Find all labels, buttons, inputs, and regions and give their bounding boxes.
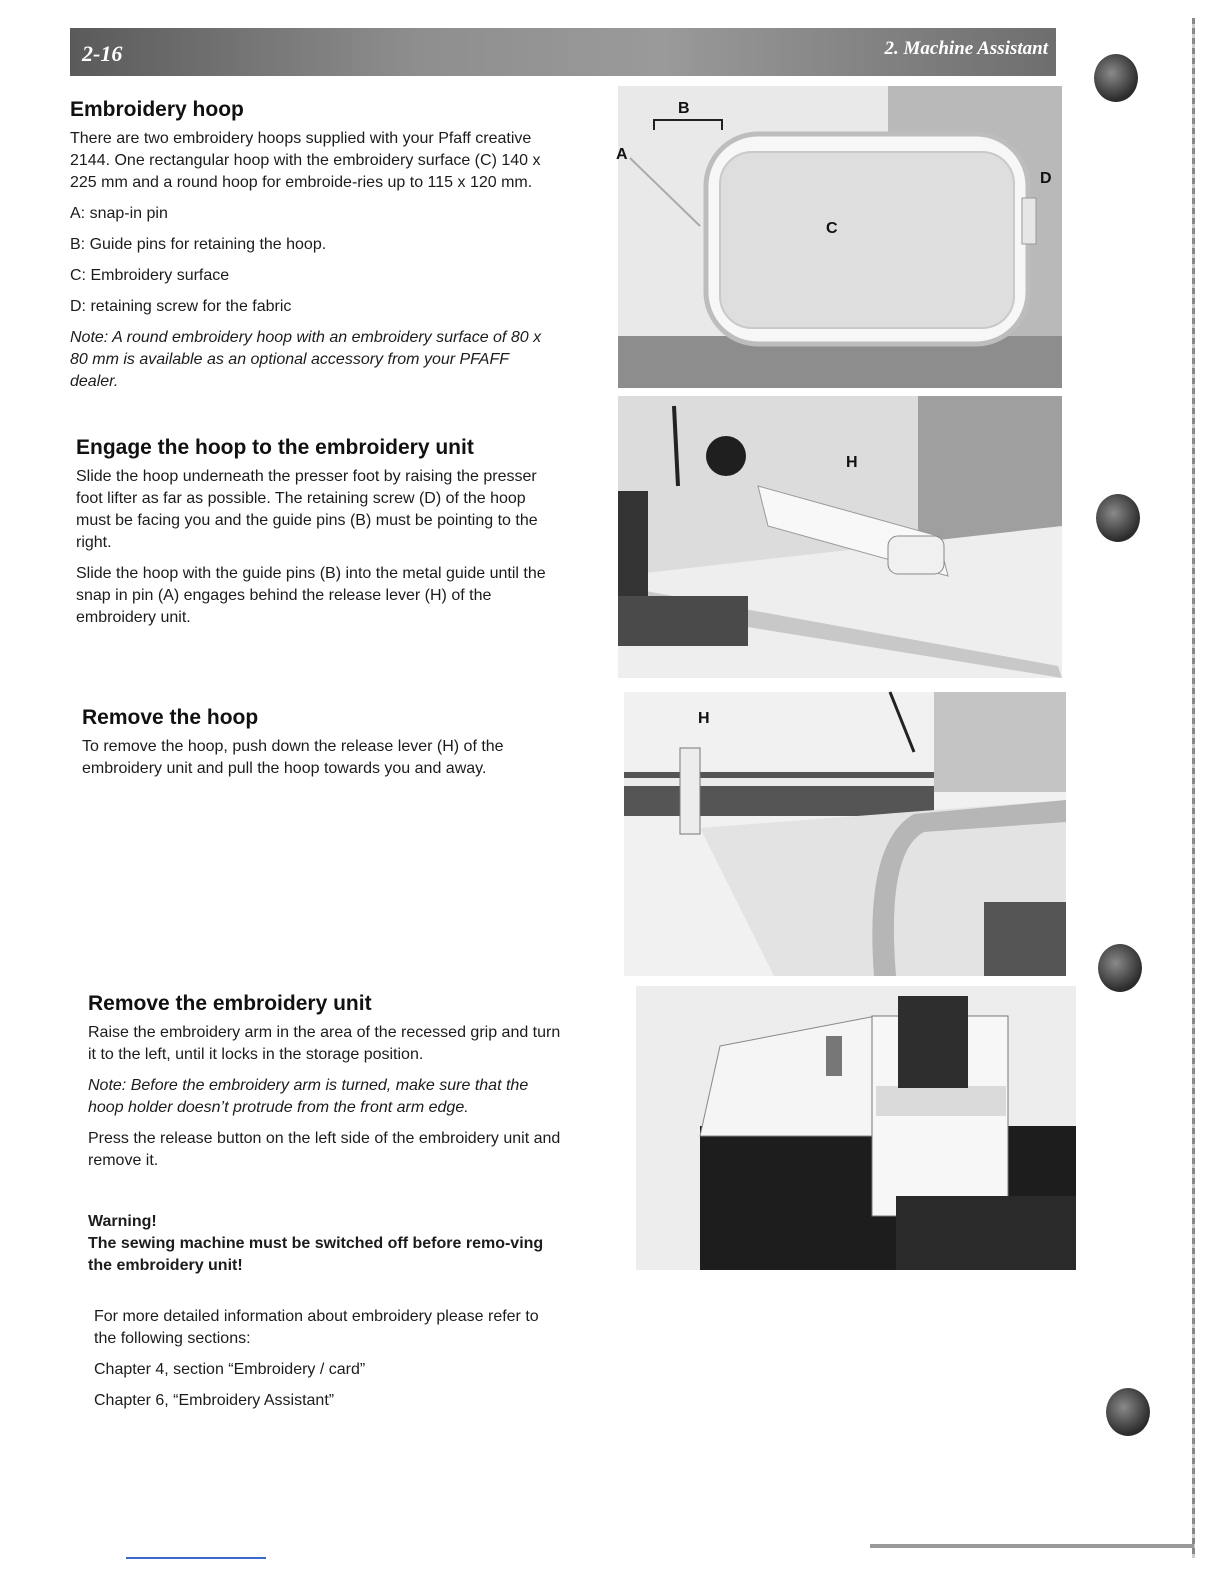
label-a: A [616, 146, 628, 163]
list-item: D: retaining screw for the fabric [70, 298, 292, 315]
engage-illustration [618, 396, 1062, 678]
section-title: Remove the hoop [82, 706, 259, 729]
reference: Chapter 4, section “Embroidery / card” [94, 1361, 366, 1378]
label-d: D [1040, 170, 1052, 187]
remove-unit-illustration [636, 986, 1076, 1270]
list-item: C: Embroidery surface [70, 267, 230, 284]
binder-hole [1106, 1388, 1150, 1436]
section-engage-hoop [76, 436, 554, 638]
list-item: B: Guide pins for retaining the hoop. [70, 236, 327, 253]
paragraph: Press the release button on the left side of the embroidery unit and remove it. [88, 1130, 561, 1169]
warning-title: Warning! [88, 1213, 157, 1230]
paragraph: Slide the hoop with the guide pins (B) into the metal guide until the snap in pin (A) engages behind the release lever (H) of the embroidery unit. [76, 565, 546, 626]
binder-hole [1098, 944, 1142, 992]
section-title: Engage the hoop to the embroidery unit [76, 436, 474, 459]
list-item: A: snap-in pin [70, 205, 168, 222]
chapter-title: 2. Machine Assistant [884, 38, 1048, 59]
page-number: 2-16 [82, 41, 123, 66]
page-header [70, 28, 1056, 76]
reference: Chapter 6, “Embroidery Assistant” [94, 1392, 335, 1409]
paragraph: Raise the embroidery arm in the area of the recessed grip and turn it to the left, until it locks in the storage position. [88, 1024, 561, 1063]
page-edge [1192, 18, 1195, 1558]
note: Note: A round embroidery hoop with an embroidery surface of 80 x 80 mm is available as an optional accessory from your PFAFF dealer. [70, 329, 542, 390]
section-remove-unit [88, 992, 566, 1277]
paragraph: There are two embroidery hoops supplied with your Pfaff creative 2144. One rectangular hoop with the embroidery surface (C) 140 x 225 mm and a round hoop for embroide-ries up to 115 x 120 mm. [70, 130, 541, 191]
warning-body: The sewing machine must be switched off before remo-ving the embroidery unit! [88, 1235, 544, 1274]
section-title: Remove the embroidery unit [88, 992, 372, 1015]
footer-blue-rule [126, 1557, 266, 1559]
figure-engage [618, 396, 1062, 678]
figure-remove-hoop [624, 692, 1066, 976]
section-embroidery-hoop [70, 98, 550, 402]
paragraph: For more detailed information about embroidery please refer to the following sections: [94, 1308, 539, 1347]
binder-hole [1094, 54, 1138, 102]
paragraph: To remove the hoop, push down the release lever (H) of the embroidery unit and pull the hoop towards you and away. [82, 738, 504, 777]
figure-remove-unit [636, 986, 1076, 1270]
remove-hoop-illustration [624, 692, 1066, 976]
label-h: H [846, 454, 858, 471]
label-h: H [698, 710, 710, 727]
hoop-illustration [618, 86, 1062, 388]
note: Note: Before the embroidery arm is turned, make sure that the hoop holder doesn’t protrude from the front arm edge. [88, 1077, 529, 1116]
figure-hoop [618, 86, 1062, 388]
section-title: Embroidery hoop [70, 98, 244, 121]
section-more-info [94, 1306, 554, 1421]
section-remove-hoop [82, 706, 560, 789]
binder-hole [1096, 494, 1140, 542]
label-b: B [678, 100, 690, 117]
paragraph: Slide the hoop underneath the presser foot by raising the presser foot lifter as far as possible. The retaining screw (D) of the hoop must be facing you and the guide pins (B) must be pointing to the right. [76, 468, 538, 551]
label-c: C [826, 220, 838, 237]
footer-rule [870, 1544, 1194, 1548]
